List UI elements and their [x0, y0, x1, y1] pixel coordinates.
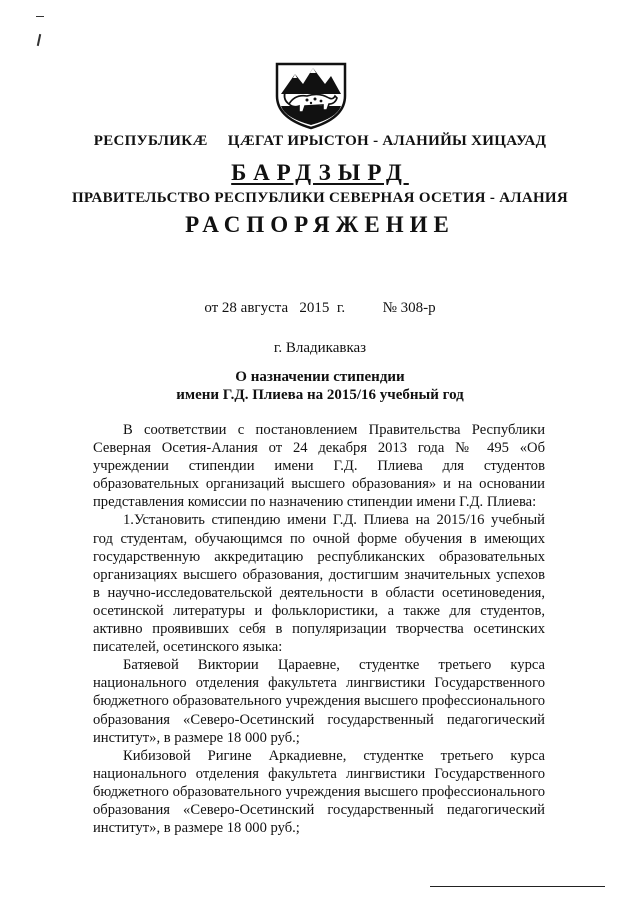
subject-line-2: имени Г.Д. Плиева на 2015/16 учебный год [176, 387, 464, 403]
order-city: г. Владикавказ [273, 340, 367, 356]
header-government-os: ЦӔГАТ ИРЫСТОН - АЛАНИЙЫ ХИЦАУАД [227, 133, 547, 149]
corner-dash [36, 16, 44, 17]
scan-corner-mark [34, 10, 48, 50]
paragraph-student-2: Кибизовой Ригине Аркадиевне, студентке третьего курса национального отделения факультета лингвистики Государственного бюджетного образовательного учреждения высшего профессионального образования «Северо-Осетинский государственный педагогический институт», в размере 18 000 руб.; [93, 747, 545, 837]
paragraph-item-1: 1.Установить стипендию имени Г.Д. Плиева на 2015/16 учебный год студентам, обучающимся по очной форме обучения в имеющих государственную аккредитацию республиканских образовательных организациях высшего образования, достигшим значительных успехов в научно-исследовательской деятельности в области осетиноведения, осетинской литературы и фольклористики, а также для студентов, активно проявивших себя в популяризации творчества осетинских писателей, осетинского языка: [93, 512, 545, 656]
header-republic-word: РЕСПУБЛИКӔ [93, 133, 208, 149]
header-government-ru: ПРАВИТЕЛЬСТВО РЕСПУБЛИКИ СЕВЕРНАЯ ОСЕТИЯ - АЛАНИЯ [71, 190, 569, 206]
paragraph-preamble: В соответствии с постановлением Правительства Республики Северная Осетия-Алания от 24 декабря 2013 года № 495 «Об учреждении стипендии имени Г.Д. Плиева для студентов образовательных организаций высшего образования» и на основании представления комиссии по назначению стипендии имени Г.Д. Плиева: [93, 422, 545, 511]
order-body [93, 421, 545, 837]
coat-of-arms-leopard-icon [271, 60, 351, 130]
order-date-number: от 28 августа 2015 г. № 308-р [204, 300, 436, 316]
page-bottom-rule [430, 886, 605, 887]
subject-line-1: О назначении стипендии [235, 369, 405, 385]
header-title-os-text: БАРДЗЫРД [231, 160, 409, 185]
header-title-ru: РАСПОРЯЖЕНИЕ [185, 212, 455, 237]
header-title-os [0, 160, 640, 186]
paragraph-student-1: Батяевой Виктории Цараевне, студентке третьего курса национального отделения факультета лингвистики Государственного бюджетного образовательного учреждения высшего профессионального образования «Северо-Осетинский государственный педагогический институт», в размере 18 000 руб.; [93, 657, 545, 746]
header-republic-os [0, 133, 640, 150]
corner-tick [37, 34, 41, 46]
order-subject [0, 368, 640, 404]
